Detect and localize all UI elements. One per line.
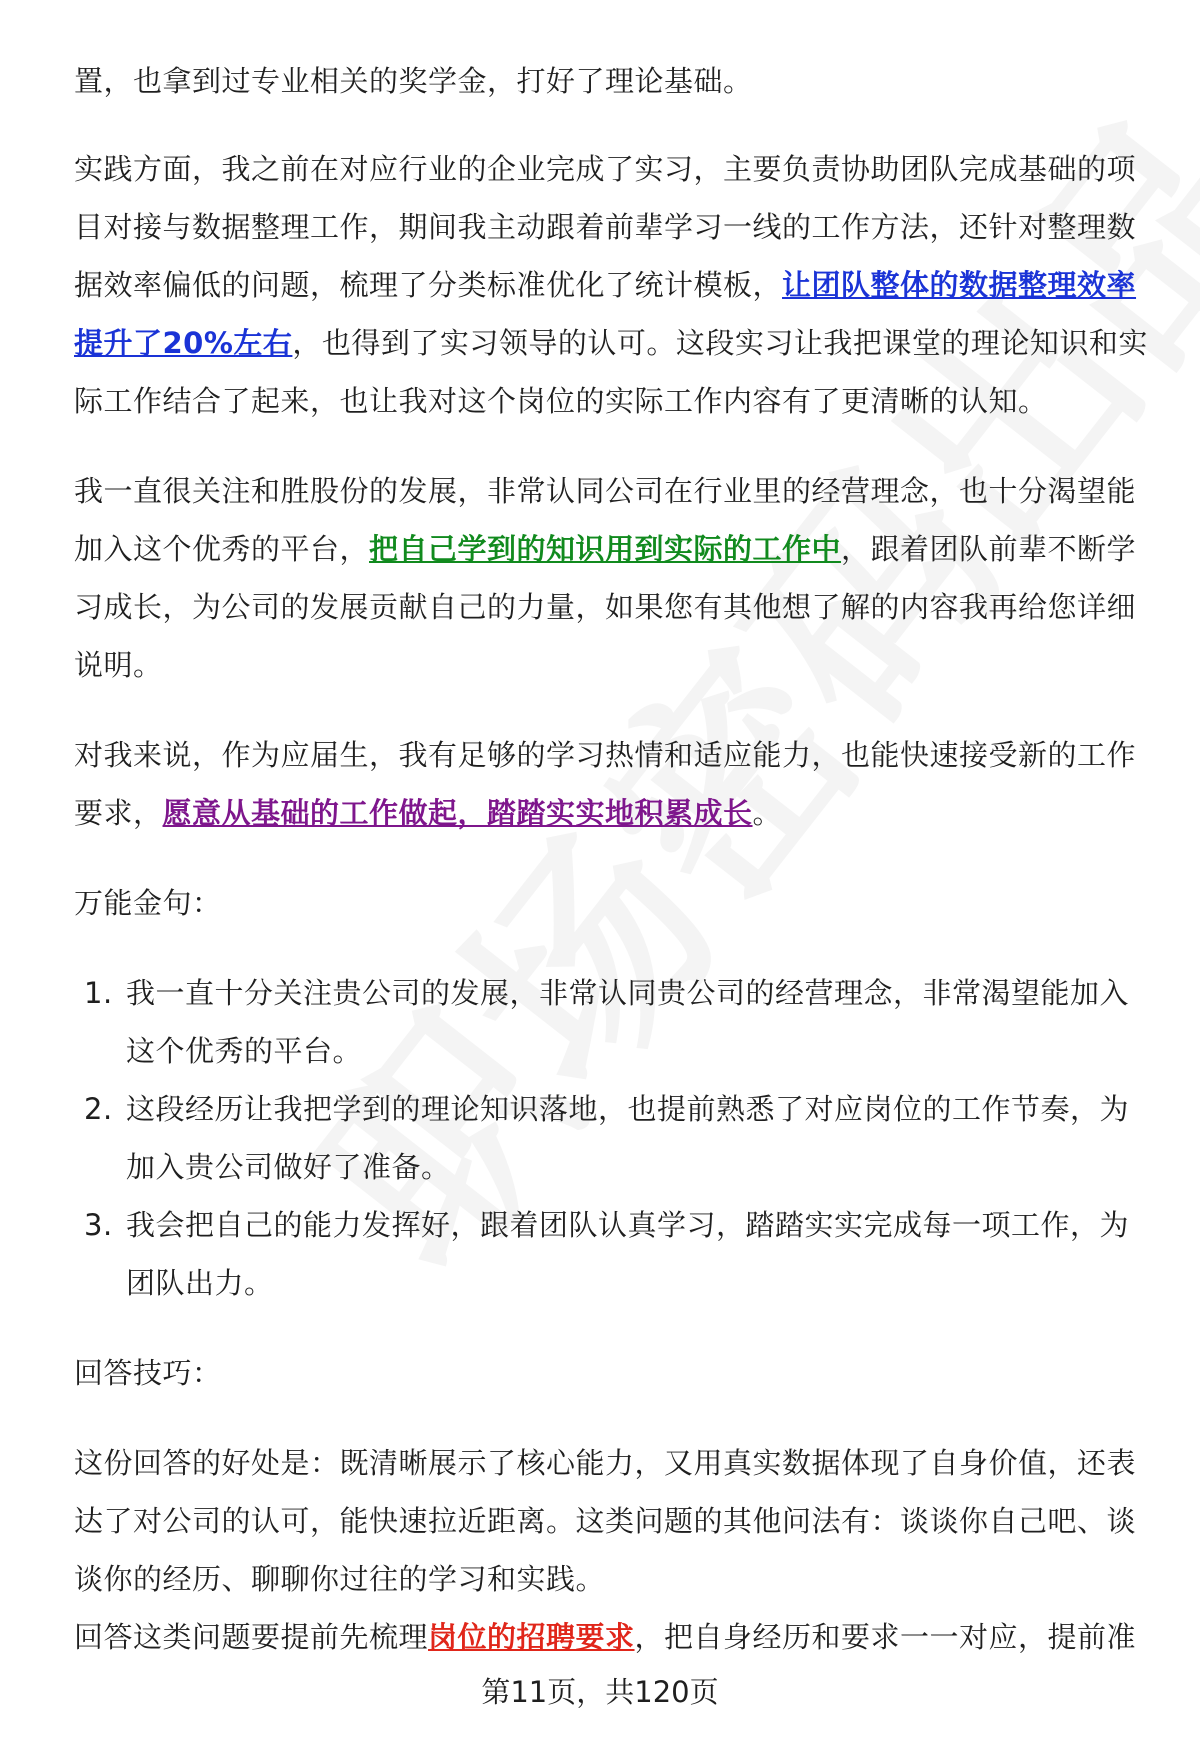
answer-tips-heading: 回答技巧：: [74, 1356, 222, 1390]
paragraph-graduate: [74, 726, 1152, 842]
paragraph-text: 。: [752, 796, 783, 830]
highlight-apply-knowledge: 把自己学到的知识用到实际的工作中: [369, 532, 842, 566]
list-item: [74, 1196, 1152, 1312]
paragraph-tips-prepare: [74, 1608, 1152, 1666]
paragraph-internship: [74, 140, 1152, 430]
paragraph-scholarship: [74, 52, 1152, 110]
list-item: [74, 964, 1152, 1080]
list-item-text: 这段经历让我把学到的理论知识落地，也提前熟悉了对应岗位的工作节奏，为加入贵公司做好了准备。: [126, 1092, 1130, 1184]
list-item-number: 1.: [84, 976, 113, 1010]
list-item-text: 我一直十分关注贵公司的发展，非常认同贵公司的经营理念，非常渴望能加入这个优秀的平台。: [126, 976, 1130, 1068]
list-item: [74, 1080, 1152, 1196]
paragraph-text: 实践方面，我之前在对应行业的企业完成了实习，主要负责协助团队完成基础的项目对接与数据整理工作，期间我主动跟着前辈学习一线的工作方法，还针对整理数据效率偏低的问题，梳理了分类标准优化了统计模板，: [74, 152, 1137, 302]
paragraph-text: ，跟着团队前辈不断学习成长，为公司的发展贡献自己的力量，如果您有其他想了解的内容我再给您详细说明。: [74, 532, 1137, 682]
golden-sentences-list: [74, 964, 1152, 1312]
paragraph-company-interest: [74, 462, 1152, 694]
paragraph-text: 对我来说，作为应届生，我有足够的学习热情和适应能力，也能快速接受新的工作要求，: [74, 738, 1137, 830]
highlight-efficiency: 让团队整体的数据整理效率提升了20%左右: [74, 268, 1137, 360]
paragraph-text: 我一直很关注和胜股份的发展，非常认同公司在行业里的经营理念，也十分渴望能加入这个优秀的平台，: [74, 474, 1137, 566]
paragraph-text: ，把自身经历和要求一一对应，提前准: [634, 1620, 1137, 1654]
page-number: 第11页，共120页: [481, 1675, 719, 1709]
paragraph-tips-benefit: 这份回答的好处是：既清晰展示了核心能力，又用真实数据体现了自身价值，还表达了对公司的认可，能快速拉近距离。这类问题的其他问法有：谈谈你自己吧、谈谈你的经历、聊聊你过往的学习和实践。: [74, 1446, 1137, 1596]
highlight-job-requirements: 岗位的招聘要求: [428, 1620, 635, 1654]
paragraph-text: 置，也拿到过专业相关的奖学金，打好了理论基础。: [74, 64, 753, 98]
golden-sentences-heading: 万能金句：: [74, 886, 222, 920]
list-item-number: 2.: [84, 1092, 113, 1126]
highlight-start-basic: 愿意从基础的工作做起，踏踏实实地积累成长: [162, 796, 753, 830]
list-item-number: 3.: [84, 1208, 113, 1242]
paragraph-text: 回答这类问题要提前先梳理: [74, 1620, 429, 1654]
paragraph-text: ，也得到了实习领导的认可。这段实习让我把课堂的理论知识和实际工作结合了起来，也让我对这个岗位的实际工作内容有了更清晰的认知。: [74, 326, 1148, 418]
list-item-text: 我会把自己的能力发挥好，跟着团队认真学习，踏踏实实完成每一项工作，为团队出力。: [126, 1208, 1130, 1300]
document-body: [74, 52, 1152, 1666]
